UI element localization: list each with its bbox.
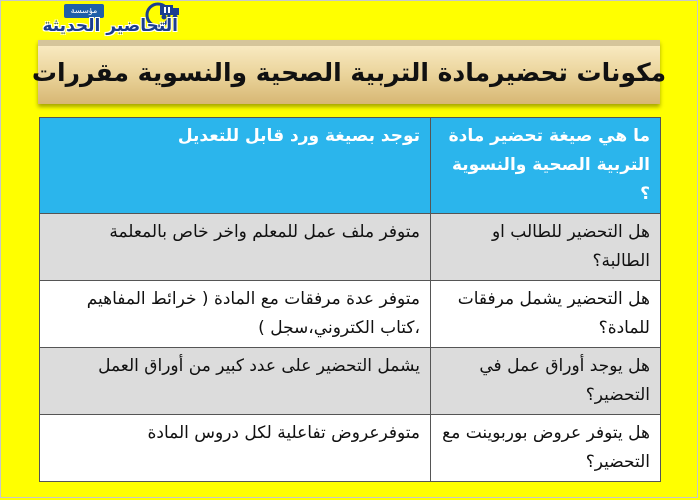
header-question: ما هي صيغة تحضير مادة التربية الصحية والنسوية ؟ [431, 118, 661, 214]
row-question: هل التحضير يشمل مرفقات للمادة؟ [431, 281, 661, 348]
logo [2, 2, 178, 42]
row-answer: متوفر ملف عمل للمعلم واخر خاص بالمعلمة [40, 214, 431, 281]
logo-name: التحاضير الحديثة [42, 16, 178, 36]
title-banner [31, 40, 667, 104]
table-row [40, 281, 661, 348]
row-question: هل يتوفر عروض بوربوينت مع التحضير؟ [431, 415, 661, 482]
logo-badge: مؤسسة [64, 4, 104, 18]
table-row [40, 348, 661, 415]
page-title: مكونات تحضيرمادة التربية الصحية والنسوية مقررات [31, 57, 667, 87]
table-header-row [40, 118, 661, 214]
row-answer: متوفر عدة مرفقات مع المادة ( خرائط المفاهيم ،كتاب الكتروني،سجل ) [40, 281, 431, 348]
header-answer: توجد بصيغة ورد قابل للتعديل [40, 118, 431, 214]
row-question: هل يوجد أوراق عمل في التحضير؟ [431, 348, 661, 415]
row-question: هل التحضير للطالب او الطالبة؟ [431, 214, 661, 281]
info-table [39, 117, 661, 482]
row-answer: يشمل التحضير على عدد كبير من أوراق العمل [40, 348, 431, 415]
table-row [40, 214, 661, 281]
row-answer: متوفرعروض تفاعلية لكل دروس المادة [40, 415, 431, 482]
table-row [40, 415, 661, 482]
